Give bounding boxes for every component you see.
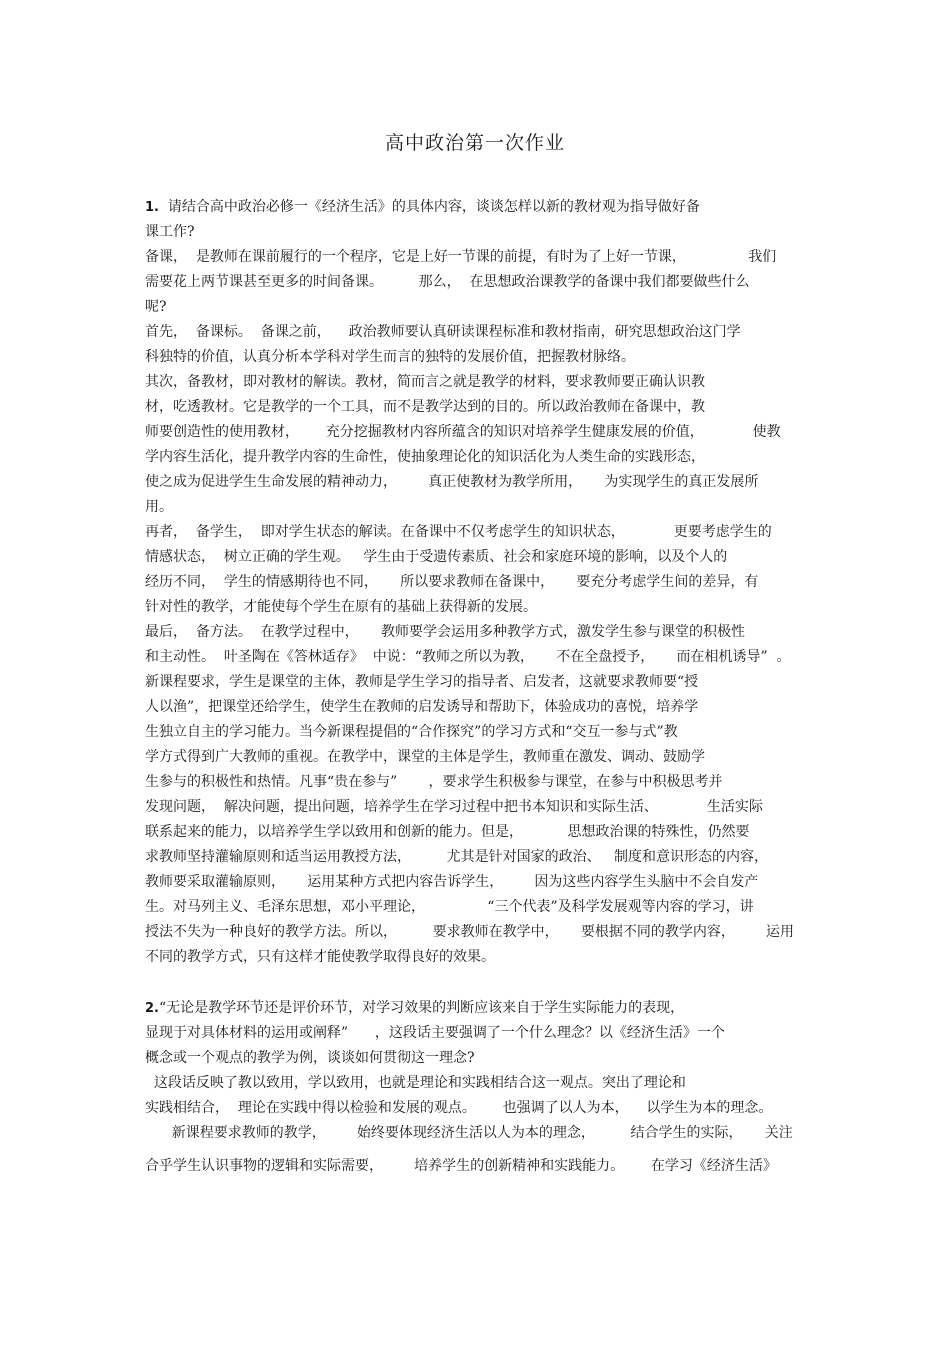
q2-question-line: 显现于对具体材料的运用或阐释” ，这段话主要强调了一个什么理念？以《经济生活》一个 [145, 1025, 725, 1041]
q1-answer-line: 学内容生活化，提升教学内容的生命性，使抽象理论化的知识活化为人类生命的实践形态， [145, 449, 705, 465]
page-title: 高中政治第一次作业 [384, 132, 565, 154]
q1-answer-line: 需要花上两节课甚至更多的时间备课。 那么， 在思想政治课教学的备课中我们都要做些什么 [145, 274, 750, 290]
q2-answer-line: 合乎学生认识事物的逻辑和实际需要， 培养学生的创新精神和实践能力。 在学习《经济生活》 [145, 1158, 777, 1174]
q1-answer-line: 呢? [145, 299, 167, 315]
q1-answer-line: 针对性的教学，才能使每个学生在原有的基础上获得新的发展。 [145, 599, 537, 615]
q2-question-text: “无论是教学环节还是评价环节，对学习效果的判断应该来自于学生实际能力的表现， [158, 1000, 685, 1016]
q1-number: 1. [145, 200, 159, 215]
q1-answer-line: 使之成为促进学生生命发展的精神动力， 真正使教材为教学所用， 为实现学生的真正发展所 [145, 474, 759, 490]
q1-answer-line: 和主动性。 叶圣陶在《答林适存》 中说：“教师之所以为教， 不在全盘授予， 而在相机诱导” 。 [145, 649, 791, 665]
q1-answer-line: 首先， 备课标。 备课之前， 政治教师要认真研读课程标准和教材指南，研究思想政治这门学 [145, 324, 741, 340]
q1-answer-line: 科独特的价值，认真分析本学科对学生而言的独特的发展价值，把握教材脉络。 [145, 349, 635, 365]
q1-answer-line: 教师要采取灌输原则， 运用某种方式把内容告诉学生， 因为这些内容学生头脑中不会自发产 [145, 874, 759, 890]
q2-question-line: 概念或一个观点的教学为例，谈谈如何贯彻这一理念? [145, 1050, 475, 1066]
q1-answer-line: 备课， 是教师在课前履行的一个程序，它是上好一节课的前提，有时为了上好一节课， 我们 [145, 249, 777, 265]
q1-answer-line: 求教师坚持灌输原则和适当运用教授方法， 尤其是针对国家的政治、 制度和意识形态的内容， [145, 849, 768, 865]
q1-answer-line: 材，吃透教材。它是教学的一个工具，而不是教学达到的目的。所以政治教师在备课中，教 [145, 399, 705, 415]
q1-question-text: 请结合高中政治必修一《经济生活》的具体内容，谈谈怎样以新的教材观为指导做好备 [167, 199, 700, 215]
q1-answer-line: 不同的教学方式，只有这样才能使教学取得良好的效果。 [145, 949, 495, 965]
q1-answer-line: 情感状态， 树立正确的学生观。 学生由于受遗传素质、社会和家庭环境的影响，以及个人的 [145, 549, 728, 565]
q1-answer-line: 生。对马列主义、毛泽东思想，邓小平理论， “三个代表”及科学发展观等内容的学习，讲 [145, 899, 754, 915]
document-body [145, 195, 810, 1179]
q2-number: 2. [145, 1001, 159, 1016]
q1-answer-line: 再者， 备学生， 即对学生状态的解读。在备课中不仅考虑学生的知识状态， 更要考虑学生的 [145, 524, 772, 540]
q2-answer-line: 新课程要求教师的教学， 始终要体现经济生活以人为本的理念， 结合学生的实际， 关注 [145, 1125, 793, 1141]
q1-answer-line: 发现问题， 解决问题，提出问题，培养学生在学习过程中把书本知识和实际生活、 生活实际 [145, 799, 763, 815]
q1-answer-line: 其次，备教材，即对教材的解读。教材，简而言之就是教学的材料，要求教师要正确认识教 [145, 374, 705, 390]
q2-answer-line: 实践相结合， 理论在实践中得以检验和发展的观点。 也强调了以人为本， 以学生为本的理念。 [145, 1100, 773, 1116]
q1-question-line [145, 195, 810, 220]
q1-question-line: 课工作? [145, 224, 195, 240]
q1-answer-line: 用。 [145, 499, 173, 515]
q1-answer-line: 联系起来的能力，以培养学生学以致用和创新的能力。但是， 思想政治课的特殊性，仍然要 [145, 824, 750, 840]
q1-answer-line: 生参与的积极性和热情。凡事“贵在参与” ，要求学生积极参与课堂，在参与中积极思考并 [145, 774, 723, 790]
q1-answer-line: 师要创造性的使用教材， 充分挖掘教材内容所蕴含的知识对培养学生健康发展的价值， 使教 [145, 424, 781, 440]
q2-question-line [145, 996, 810, 1021]
q1-answer-line: 生独立自主的学习能力。当今新课程提倡的“合作探究”的学习方式和“交互一参与式”教 [145, 724, 678, 740]
q1-answer-line: 新课程要求，学生是课堂的主体，教师是学生学习的指导者、启发者，这就要求教师要“授 [145, 674, 699, 690]
q1-answer-line: 最后， 备方法。 在教学过程中， 教师要学会运用多种教学方式，激发学生参与课堂的积极性 [145, 624, 746, 640]
q1-answer-line: 经历不同， 学生的情感期待也不同， 所以要求教师在备课中， 要充分考虑学生间的差异，有 [145, 574, 759, 590]
q1-answer-line: 人以渔”，把课堂还给学生，使学生在教师的启发诱导和帮助下，体验成功的喜悦，培养学 [145, 699, 699, 715]
q2-answer-line: 这段话反映了教以致用，学以致用，也就是理论和实践相结合这一观点。突出了理论和 [145, 1075, 686, 1091]
q1-answer-line: 授法不失为一种良好的教学方法。所以， 要求教师在教学中， 要根据不同的教学内容， 运用 [145, 924, 795, 940]
q1-answer-line: 学方式得到广大教师的重视。在教学中，课堂的主体是学生，教师重在激发、调动、鼓励学 [145, 749, 705, 765]
